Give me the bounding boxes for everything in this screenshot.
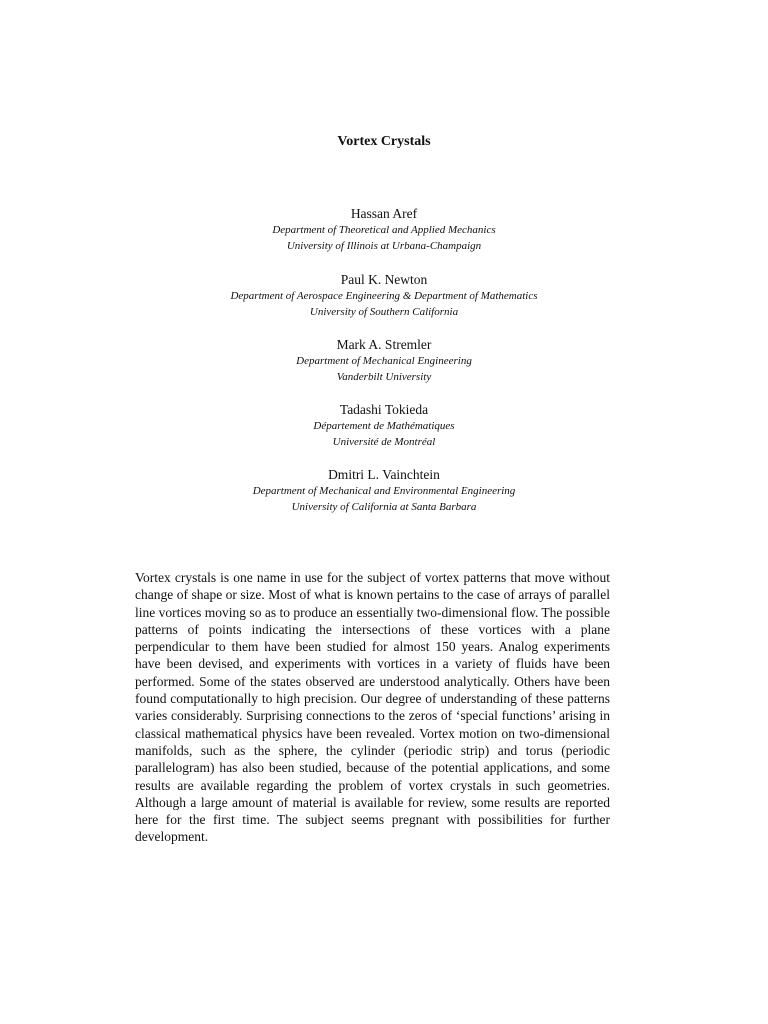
author-affiliation-department: Department of Mechanical Engineering bbox=[296, 355, 472, 367]
author-block-stremler bbox=[0, 337, 768, 385]
author-affiliation-university: Université de Montréal bbox=[332, 435, 436, 448]
author-block-newton bbox=[0, 272, 768, 320]
author-affiliation-department: Department of Aerospace Engineering & Department of Mathematics bbox=[230, 290, 538, 302]
author-block-tokieda bbox=[0, 402, 768, 450]
author-block-vainchtein bbox=[0, 467, 768, 515]
author-affiliation-department: Département de Mathématiques bbox=[313, 420, 455, 432]
author-affiliation-university: University of Illinois at Urbana-Champaign bbox=[286, 239, 482, 252]
author-name: Paul K. Newton bbox=[340, 272, 428, 287]
author-name: Mark A. Stremler bbox=[336, 337, 432, 352]
abstract-paragraph: Vortex crystals is one name in use for the subject of vortex patterns that move without change of shape or size. Most of what is known pertains to the case of arrays of parallel line vortices moving so as to produce an essentially two-dimensional flow. The possible patterns of points indicating the intersections of these vortices with a plane perpendicular to them have been studied for almost 150 years. Analog experiments have been devised, and experiments with vortices in a variety of fluids have been performed. Some of the states observed are understood analytically. Others have been found computationally to high precision. Our degree of understanding of these patterns varies considerably. Surprising connections to the zeros of ‘special functions’ arising in classical mathematical physics have been revealed. Vortex motion on two-dimensional manifolds, such as the sphere, the cylinder (periodic strip) and torus (periodic parallelogram) has also been studied, because of the potential applications, and some results are available regarding the problem of vortex crystals in such geometries. Although a large amount of material is available for review, some results are reported here for the first time. The subject seems pregnant with possibilities for further development. bbox=[135, 570, 610, 845]
author-block-aref bbox=[0, 206, 768, 254]
author-name: Dmitri L. Vainchtein bbox=[328, 467, 440, 482]
author-affiliation-department: Department of Theoretical and Applied Mechanics bbox=[272, 224, 496, 236]
paper-title: Vortex Crystals bbox=[337, 134, 431, 149]
author-name: Hassan Aref bbox=[350, 206, 418, 221]
author-affiliation-department: Department of Mechanical and Environmental Engineering bbox=[252, 485, 516, 497]
author-affiliation-university: University of Southern California bbox=[309, 305, 459, 318]
author-name: Tadashi Tokieda bbox=[339, 402, 429, 417]
author-affiliation-university: Vanderbilt University bbox=[336, 370, 432, 383]
author-affiliation-university: University of California at Santa Barbara bbox=[291, 500, 477, 513]
